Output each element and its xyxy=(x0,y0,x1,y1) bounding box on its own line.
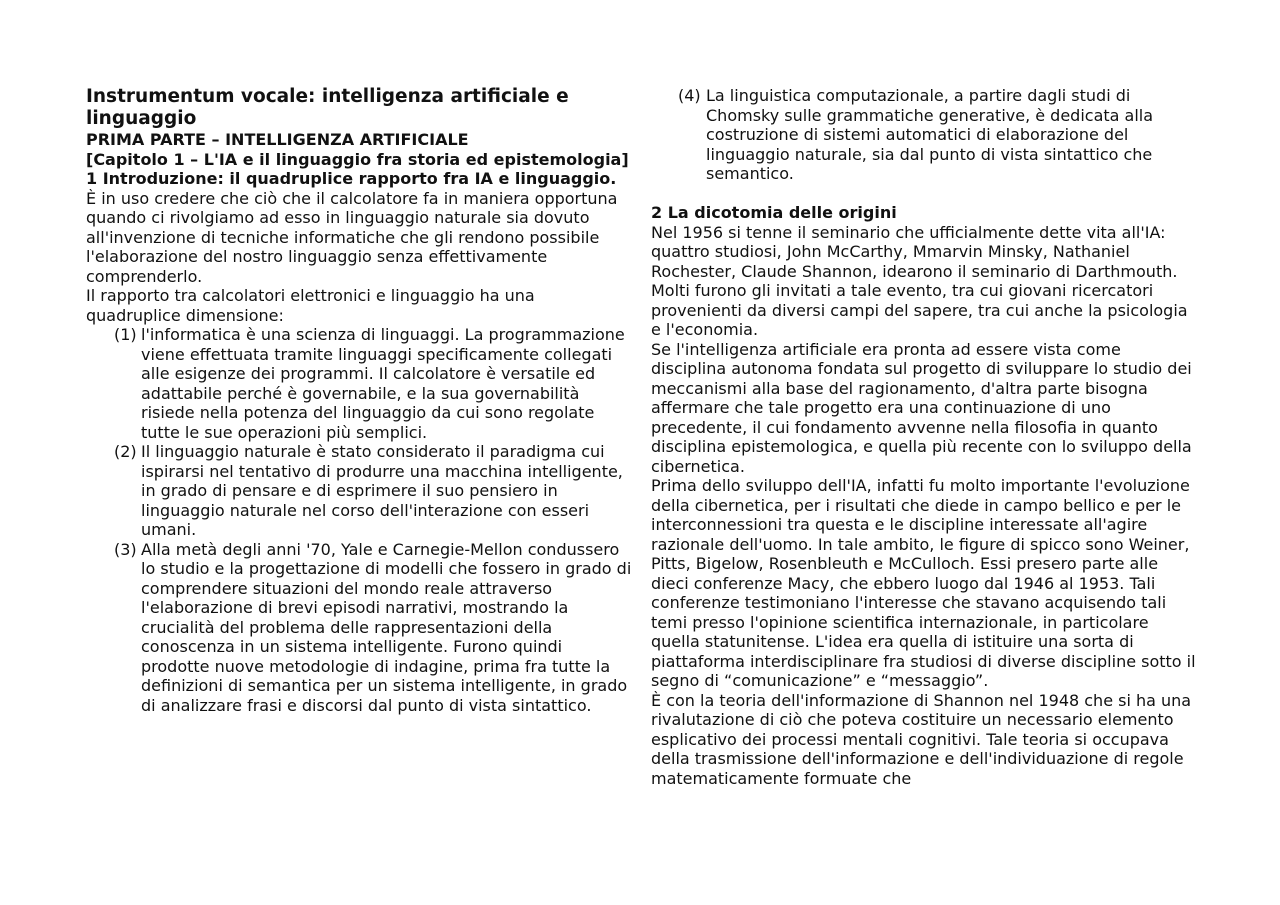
list-number: (1) xyxy=(114,325,137,344)
paragraph: È con la teoria dell'informazione di Shannon nel 1948 che si ha una rivalutazione di ciò che poteva costituire un necessario elemento esplicativo dei processi mentali cognitivi. Tale teoria si occupava della trasmissione dell'informazione e dell'individuazione di regole matematicamente formuate che xyxy=(651,690,1192,788)
chapter-heading: [Capitolo 1 – L'IA e il linguaggio fra storia ed epistemologia] xyxy=(86,149,629,169)
section-1-heading: 1 Introduzione: il quadruplice rapporto fra IA e linguaggio. xyxy=(86,169,617,188)
list-number: (3) xyxy=(114,539,137,559)
list-item xyxy=(86,325,634,442)
document-title: Instrumentum vocale: intelligenza artificiale e linguaggio xyxy=(86,86,569,129)
blank-line xyxy=(651,184,1196,204)
list-item-text: l'informatica è una scienza di linguaggi. La programmazione viene effettuata tramite linguaggi specificamente collegati alle esigenze dei programmi. Il calcolatore è versatile ed adattabile perché è governabile, e la sua governabilità risiede nella potenza del linguaggio da cui sono regolate tutte le sue operazioni più semplici. xyxy=(141,325,625,442)
numbered-list xyxy=(86,325,634,715)
list-item xyxy=(86,442,634,540)
part-heading: PRIMA PARTE – INTELLIGENZA ARTIFICIALE xyxy=(86,130,469,149)
list-number: (4) xyxy=(678,86,701,105)
paragraph: Se l'intelligenza artificiale era pronta ad essere vista come disciplina autonoma fondata sul progetto di sviluppare lo studio dei meccanismi alla base del ragionamento, d'altra parte bisogna affermare che tale progetto era una continuazione di uno precedente, il cui fondamento avvenne nella filosofia in quanto disciplina epistemologica, e quella più recente con lo sviluppo della cibernetica. xyxy=(651,339,1192,476)
list-item-text: La linguistica computazionale, a partire dagli studi di Chomsky sulle grammatiche generative, è dedicata alla costruzione di sistemi automatici di elaborazione del linguaggio naturale, sia dal punto di vista sintattico che semantico. xyxy=(706,86,1154,183)
numbered-list-continued xyxy=(651,86,1196,184)
list-item-text: Il linguaggio naturale è stato considerato il paradigma cui ispirarsi nel tentativo di produrre una macchina intelligente, in grado di pensare e di esprimere il suo pensiero in linguaggio naturale nel corso dell'interazione con esseri umani. xyxy=(141,442,623,539)
list-item xyxy=(86,540,634,716)
left-column xyxy=(86,86,634,715)
paragraph: È in uso credere che ciò che il calcolatore fa in maniera opportuna quando ci rivolgiamo ad esso in linguaggio naturale sia dovuto all'invenzione di tecniche informatiche che gli rendono possibile l'elaborazione del nostro linguaggio senza effettivamente comprenderlo. xyxy=(86,188,618,286)
paragraph: Prima dello sviluppo dell'IA, infatti fu molto importante l'evoluzione della cibernetica, per i risultati che diede in campo bellico e per le interconnessioni tra questa e le discipline interessate all'agire razionale dell'uomo. In tale ambito, le figure di spicco sono Weiner, Pitts, Bigelow, Rosenbleuth e McCulloch. Essi presero parte alle dieci conferenze Macy, che ebbero luogo dal 1946 al 1953. Tali conferenze testimoniano l'interesse che stavano acquisendo tali temi presso l'opinione scientifica internazionale, in particolare quella statunitense. L'idea era quella di istituire una sorta di piattaforma interdisciplinare fra studiosi di diverse discipline sotto il segno di “comunicazione” e “messaggio”. xyxy=(651,476,1196,690)
right-column xyxy=(651,86,1196,788)
list-item xyxy=(651,86,1196,184)
section-2-heading: 2 La dicotomia delle origini xyxy=(651,203,897,222)
paragraph: Il rapporto tra calcolatori elettronici e linguaggio ha una quadruplice dimensione: xyxy=(86,286,535,325)
list-number: (2) xyxy=(114,442,137,461)
paragraph: Nel 1956 si tenne il seminario che ufficialmente dette vita all'IA: quattro studiosi, John McCarthy, Mmarvin Minsky, Nathaniel Rochester, Claude Shannon, idearono il seminario di Darthmouth. Molti furono gli invitati a tale evento, tra cui giovani ricercatori provenienti da diversi campi del sapere, tra cui anche la psicologia e l'economia. xyxy=(651,222,1188,339)
list-item-text: Alla metà degli anni '70, Yale e Carnegie-Mellon condussero lo studio e la progettazione di modelli che fossero in grado di comprendere situazioni del mondo reale attraverso l'elaborazione di brevi episodi narrativi, mostrando la crucialità del problema delle rappresentazioni della conoscenza in un sistema intelligente. Furono quindi prodotte nuove metodologie di indagine, prima fra tutte la definizioni di semantica per un sistema intelligente, in grado di analizzare frasi e discorsi dal punto di vista sintattico. xyxy=(141,539,632,715)
